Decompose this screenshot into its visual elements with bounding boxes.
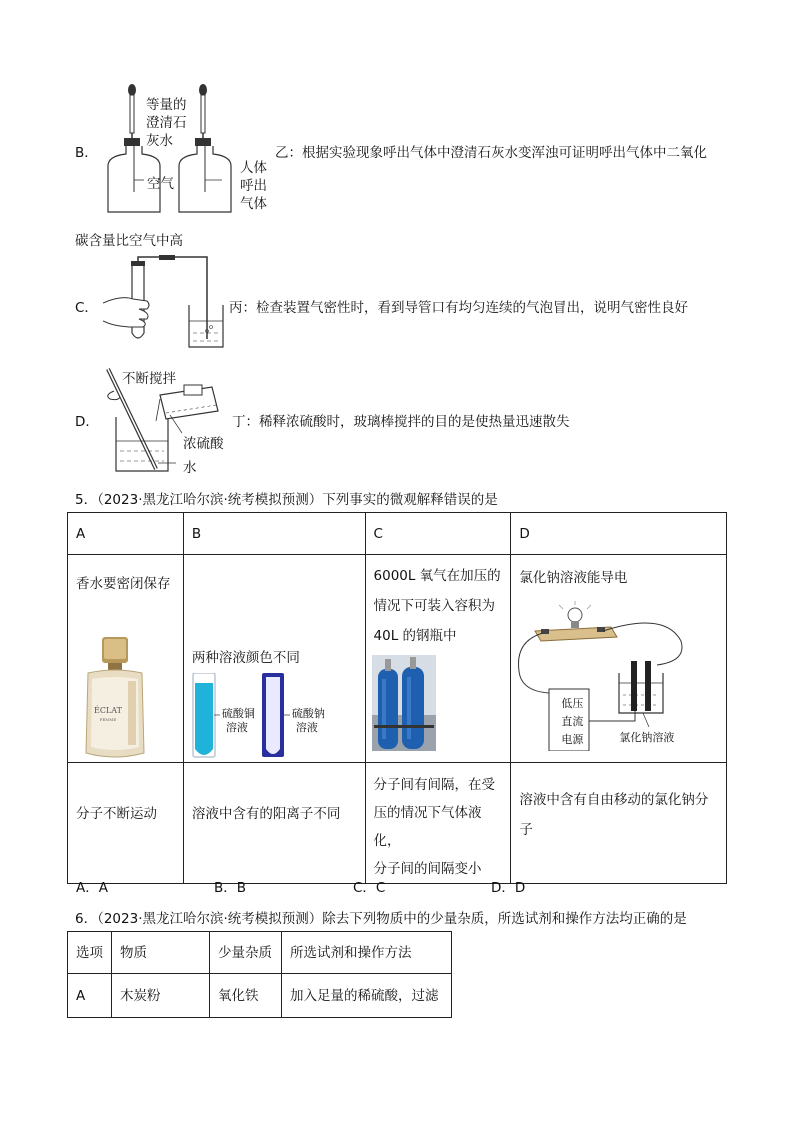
explain-a: 分子不断运动 bbox=[68, 763, 184, 884]
header-d: D bbox=[511, 513, 727, 555]
q6-row-a-option: A bbox=[68, 974, 112, 1018]
perfume-label-1: ÉCLAT bbox=[94, 706, 122, 715]
q6-table bbox=[67, 931, 452, 1018]
acid-label: 浓硫酸 bbox=[183, 436, 224, 452]
fact-c-line-1: 6000L 氧气在加压的 bbox=[373, 568, 501, 584]
fact-a bbox=[68, 555, 184, 763]
power-label-2: 直流 bbox=[561, 715, 584, 728]
dropper-label-3: 灰水 bbox=[146, 133, 173, 149]
header-b: B bbox=[183, 513, 365, 555]
q5-table bbox=[67, 512, 727, 884]
q6-header-impurity: 少量杂质 bbox=[210, 932, 282, 974]
q6-row-a-method: 加入足量的稀硫酸，过滤 bbox=[282, 974, 452, 1018]
tube2-label-1: 硫酸钠 bbox=[291, 707, 325, 720]
perfume-label-2: FEMME bbox=[99, 717, 117, 722]
cylinders-image bbox=[372, 655, 436, 751]
dropper-label-2: 澄清石 bbox=[146, 115, 187, 131]
power-label-3: 电源 bbox=[561, 733, 584, 746]
explain-c-line-3: 分子间的间隔变小 bbox=[373, 861, 482, 877]
option-b-text: 乙：根据实验现象呼出气体中澄清石灰水变浑浊可证明呼出气体中二氧化 bbox=[275, 145, 707, 161]
q5-option-c[interactable]: C．C bbox=[353, 880, 386, 896]
right-bottle-label-2: 呼出 bbox=[240, 178, 267, 194]
option-b-letter: B． bbox=[75, 145, 98, 161]
explain-d-line-1: 溶液中含有自由移动的氯化钠分 bbox=[519, 792, 709, 808]
perfume-image bbox=[82, 637, 148, 763]
tube2-label-2: 溶液 bbox=[295, 721, 318, 734]
fact-d bbox=[511, 555, 727, 763]
fact-b bbox=[183, 555, 365, 763]
header-a: A bbox=[68, 513, 184, 555]
circuit-image bbox=[515, 601, 725, 751]
explain-c-line-1: 分子间有间隔，在受 bbox=[373, 777, 496, 793]
fact-c-line-2: 情况下可装入容积为 bbox=[373, 598, 496, 614]
fact-a-text: 香水要密闭保存 bbox=[76, 576, 171, 592]
q5-option-d[interactable]: D．D bbox=[491, 880, 526, 896]
explain-c bbox=[365, 763, 511, 884]
q5-stem: 5．（2023·黑龙江哈尔滨·统考模拟预测）下列事实的微观解释错误的是 bbox=[75, 492, 498, 508]
fact-c bbox=[365, 555, 511, 763]
q6-row-a-impurity: 氧化铁 bbox=[210, 974, 282, 1018]
option-c-text: 丙：检查装置气密性时，看到导管口有均匀连续的气泡冒出，说明气密性良好 bbox=[229, 300, 688, 316]
right-bottle-label-1: 人体 bbox=[240, 160, 267, 176]
q6-header-method: 所选试剂和操作方法 bbox=[282, 932, 452, 974]
table-row bbox=[68, 974, 452, 1018]
option-d-text: 丁：稀释浓硫酸时，玻璃棒搅拌的目的是使热量迅速散失 bbox=[232, 414, 570, 430]
option-b-text-cont: 碳含量比空气中高 bbox=[75, 233, 183, 249]
power-label-1: 低压 bbox=[561, 697, 584, 710]
q5-option-a[interactable]: A．A bbox=[76, 880, 108, 896]
option-d-letter: D． bbox=[75, 414, 99, 430]
right-bottle-label-3: 气体 bbox=[240, 196, 267, 212]
explain-d-line-2: 子 bbox=[519, 822, 533, 838]
solution-label: 氯化钠溶液 bbox=[619, 731, 675, 744]
q6-row-a-substance: 木炭粉 bbox=[112, 974, 210, 1018]
option-c-letter: C． bbox=[75, 300, 98, 316]
fact-b-text: 两种溶液颜色不同 bbox=[191, 650, 300, 666]
explain-d bbox=[511, 763, 727, 884]
fact-d-text: 氯化钠溶液能导电 bbox=[519, 570, 628, 586]
tube1-label-1: 硫酸铜 bbox=[221, 707, 255, 720]
q5-option-b[interactable]: B．B bbox=[214, 880, 247, 896]
explain-c-line-2: 压的情况下气体液化， bbox=[373, 805, 482, 849]
q6-header-substance: 物质 bbox=[112, 932, 210, 974]
q6-stem: 6．（2023·黑龙江哈尔滨·统考模拟预测）除去下列物质中的少量杂质，所选试剂和操作方法均正确的是 bbox=[75, 911, 687, 927]
tubes-image bbox=[190, 673, 350, 773]
q6-header-option: 选项 bbox=[68, 932, 112, 974]
tube1-label-2: 溶液 bbox=[225, 721, 248, 734]
option-c-figure bbox=[103, 255, 228, 350]
header-c: C bbox=[365, 513, 511, 555]
dropper-label-1: 等量的 bbox=[146, 97, 187, 113]
explain-b: 溶液中含有的阳离子不同 bbox=[183, 763, 365, 884]
stir-label: 不断搅拌 bbox=[122, 371, 176, 387]
water-label: 水 bbox=[183, 460, 197, 476]
fact-c-line-3: 40L 的钢瓶中 bbox=[373, 628, 457, 644]
left-bottle-label: 空气 bbox=[147, 176, 174, 192]
